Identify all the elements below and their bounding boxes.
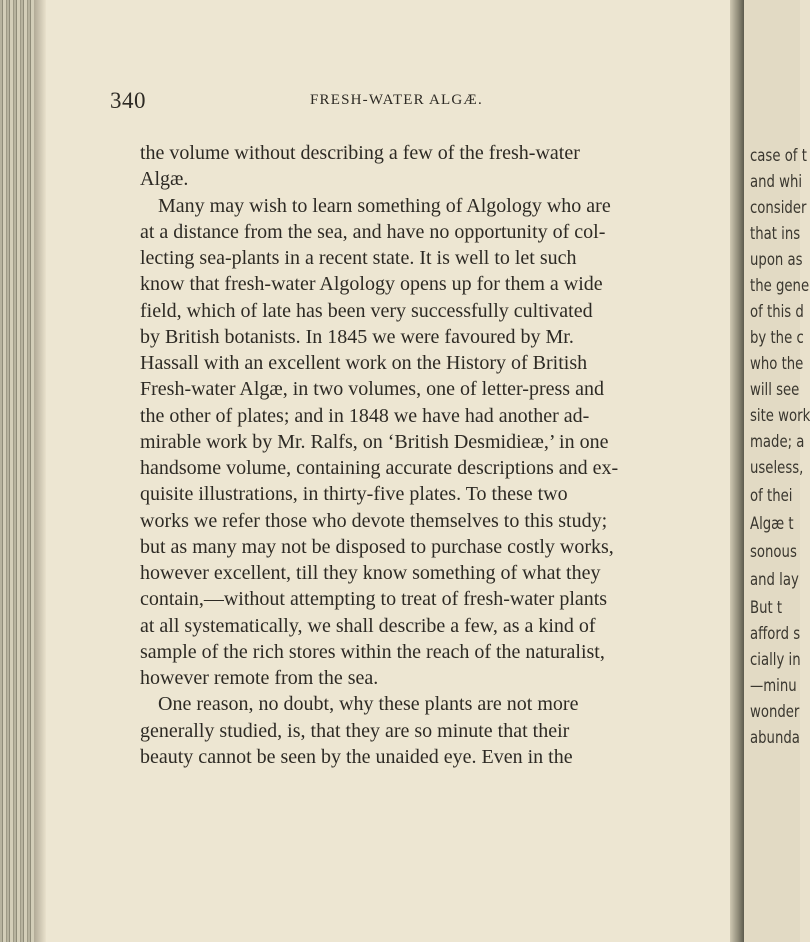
running-head: FRESH-WATER ALGÆ. bbox=[310, 92, 483, 108]
text-line: Fresh-water Algæ, in two volumes, one of letter-press and bbox=[140, 378, 604, 401]
text-line: Hassall with an excellent work on the History of British bbox=[140, 352, 588, 374]
facing-page-line: abunda bbox=[750, 728, 800, 748]
facing-page-line: of thei bbox=[750, 486, 793, 506]
facing-page-line: useless, bbox=[750, 458, 804, 478]
facing-page-line: upon as bbox=[750, 250, 803, 270]
text-line: by British botanists. In 1845 we were favoured by Mr. bbox=[140, 325, 574, 348]
text-line: the volume without describing a few of the fresh-water bbox=[140, 142, 580, 164]
page-number: 340 bbox=[110, 88, 146, 113]
text-line: Algæ. bbox=[140, 168, 189, 191]
book-left-edge bbox=[0, 0, 34, 942]
text-line: however excellent, till they know something of what they bbox=[140, 562, 601, 584]
facing-page-line: Algæ t bbox=[750, 514, 794, 534]
text-line: mirable work by Mr. Ralfs, on ‘British Desmidieæ,’ in one bbox=[140, 430, 609, 453]
facing-page-line: site work bbox=[750, 406, 810, 426]
text-line: generally studied, is, that they are so minute that their bbox=[140, 719, 570, 742]
text-line: works we refer those who devote themselves to this study; bbox=[140, 509, 608, 532]
facing-page-line: the gene bbox=[750, 276, 810, 296]
text-line: quisite illustrations, in thirty-five plates. To these two bbox=[140, 483, 568, 506]
text-line: Many may wish to learn something of Algology who are bbox=[158, 194, 611, 217]
facing-page-line: But t bbox=[750, 598, 783, 618]
facing-page-line: will see bbox=[750, 380, 800, 400]
facing-page-line: case of t bbox=[750, 146, 807, 166]
text-line: handsome volume, containing accurate descriptions and ex- bbox=[140, 457, 619, 479]
facing-page-line: by the c bbox=[750, 328, 804, 348]
facing-page bbox=[744, 0, 810, 942]
facing-page-line: and lay bbox=[750, 570, 799, 590]
text-line: sample of the rich stores within the reach of the naturalist, bbox=[140, 640, 605, 663]
facing-page-line: who the bbox=[750, 354, 804, 374]
text-line: beauty cannot be seen by the unaided eye. Even in the bbox=[140, 745, 573, 768]
text-line: lecting sea-plants in a recent state. It is well to let such bbox=[140, 247, 577, 269]
text-line: at all systematically, we shall describe a few, as a kind of bbox=[140, 614, 596, 637]
text-line: One reason, no doubt, why these plants are not more bbox=[158, 693, 579, 716]
facing-page-line: of this d bbox=[750, 302, 804, 322]
body-text bbox=[140, 140, 685, 770]
book-gutter bbox=[730, 0, 744, 942]
text-line: contain,—without attempting to treat of fresh-water plants bbox=[140, 588, 608, 611]
page-header bbox=[110, 88, 710, 112]
text-line: the other of plates; and in 1848 we have had another ad- bbox=[140, 404, 590, 427]
facing-page-line: —minu bbox=[750, 676, 797, 696]
facing-page-line: wonder bbox=[750, 702, 800, 722]
facing-page-line: sonous bbox=[750, 542, 797, 562]
text-line: however remote from the sea. bbox=[140, 667, 379, 689]
page-shadow bbox=[34, 0, 46, 942]
text-line: at a distance from the sea, and have no opportunity of col- bbox=[140, 220, 606, 243]
text-line: but as many may not be disposed to purchase costly works, bbox=[140, 535, 614, 558]
facing-page-line: cially in bbox=[750, 650, 801, 670]
facing-page-line: afford s bbox=[750, 624, 801, 644]
facing-page-line: made; a bbox=[750, 432, 805, 452]
text-line: field, which of late has been very successfully cultivated bbox=[140, 299, 593, 322]
facing-page-line: that ins bbox=[750, 224, 801, 244]
text-line: know that fresh-water Algology opens up for them a wide bbox=[140, 273, 603, 296]
facing-page-line: consider bbox=[750, 198, 807, 218]
facing-page-line: and whi bbox=[750, 172, 803, 192]
